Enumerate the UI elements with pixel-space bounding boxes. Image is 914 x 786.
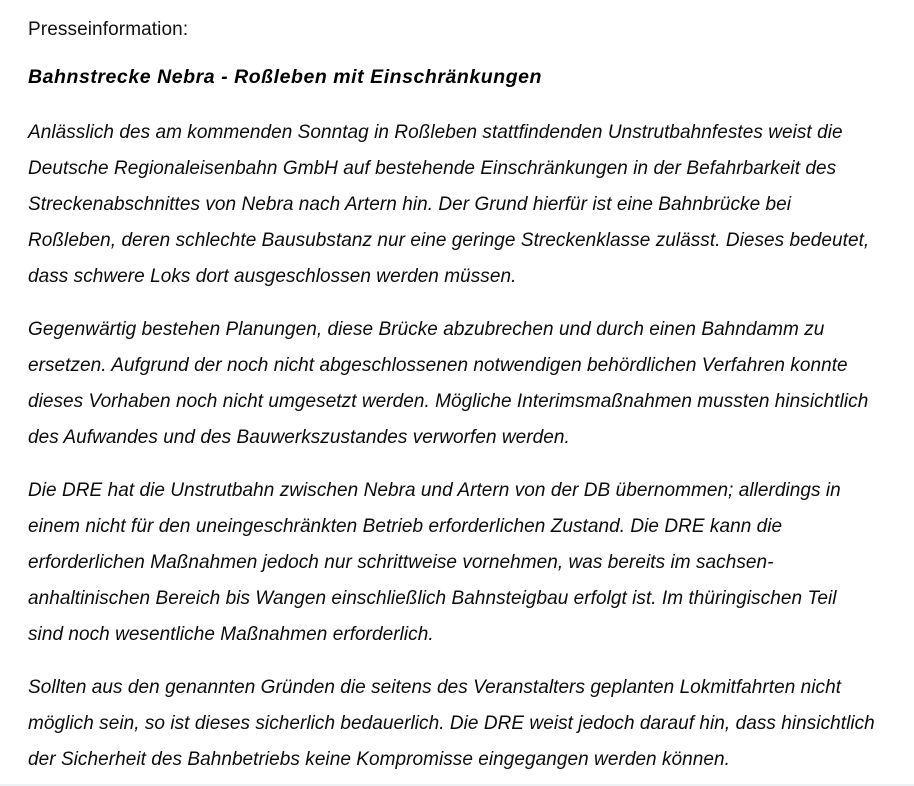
text-line: sind noch wesentliche Maßnahmen erforderlich.	[28, 624, 434, 645]
text-line: erforderlichen Maßnahmen jedoch nur schrittweise vornehmen, was bereits im sachsen-	[28, 552, 774, 573]
text-line: Die DRE hat die Unstrutbahn zwischen Nebra und Artern von der DB übernommen; allerdings in	[28, 480, 841, 501]
press-release-kicker: Presseinformation:	[28, 19, 189, 40]
paragraph-bridge-plans	[28, 312, 886, 456]
text-line: Deutsche Regionaleisenbahn GmbH auf bestehende Einschränkungen in der Befahrbarkeit des	[28, 158, 837, 179]
text-line: Roßleben, deren schlechte Bausubstanz nur eine geringe Streckenklasse zulässt. Dieses bedeutet,	[28, 230, 870, 251]
text-line: möglich sein, so ist dieses sicherlich bedauerlich. Die DRE weist jedoch darauf hin, dass hinsichtlich	[28, 713, 875, 734]
text-line: Gegenwärtig bestehen Planungen, diese Brücke abzubrechen und durch einen Bahndamm zu	[28, 319, 825, 340]
paragraph-intro-restrictions	[28, 115, 886, 295]
press-release-paragraphs	[28, 115, 886, 778]
paragraph-safety-statement	[28, 670, 886, 778]
text-line: einem nicht für den uneingeschränkten Betrieb erforderlichen Zustand. Die DRE kann die	[28, 516, 783, 537]
text-line: Streckenabschnittes von Nebra nach Artern hin. Der Grund hierfür ist eine Bahnbrücke bei	[28, 194, 792, 215]
text-line: des Aufwandes und des Bauwerkszustandes verworfen werden.	[28, 427, 570, 448]
text-line: dass schwere Loks dort ausgeschlossen werden müssen.	[28, 266, 517, 287]
paragraph-dre-takeover	[28, 473, 886, 653]
text-line: anhaltinischen Bereich bis Wangen einschließlich Bahnsteigbau erfolgt ist. Im thüringischen Teil	[28, 588, 837, 609]
text-line: Anlässlich des am kommenden Sonntag in Roßleben stattfindenden Unstrutbahnfestes weist die	[28, 122, 843, 143]
document-body	[28, 0, 886, 778]
press-release-headline: Bahnstrecke Nebra - Roßleben mit Einschränkungen	[28, 66, 543, 88]
text-line: dieses Vorhaben noch nicht umgesetzt werden. Mögliche Interimsmaßnahmen mussten hinsichtlich	[28, 391, 869, 412]
text-line: der Sicherheit des Bahnbetriebs keine Kompromisse eingegangen werden können.	[28, 749, 730, 770]
text-line: ersetzen. Aufgrund der noch nicht abgeschlossenen notwendigen behördlichen Verfahren konnte	[28, 355, 848, 376]
text-line: Sollten aus den genannten Gründen die seitens des Veranstalters geplanten Lokmitfahrten nicht	[28, 677, 842, 698]
